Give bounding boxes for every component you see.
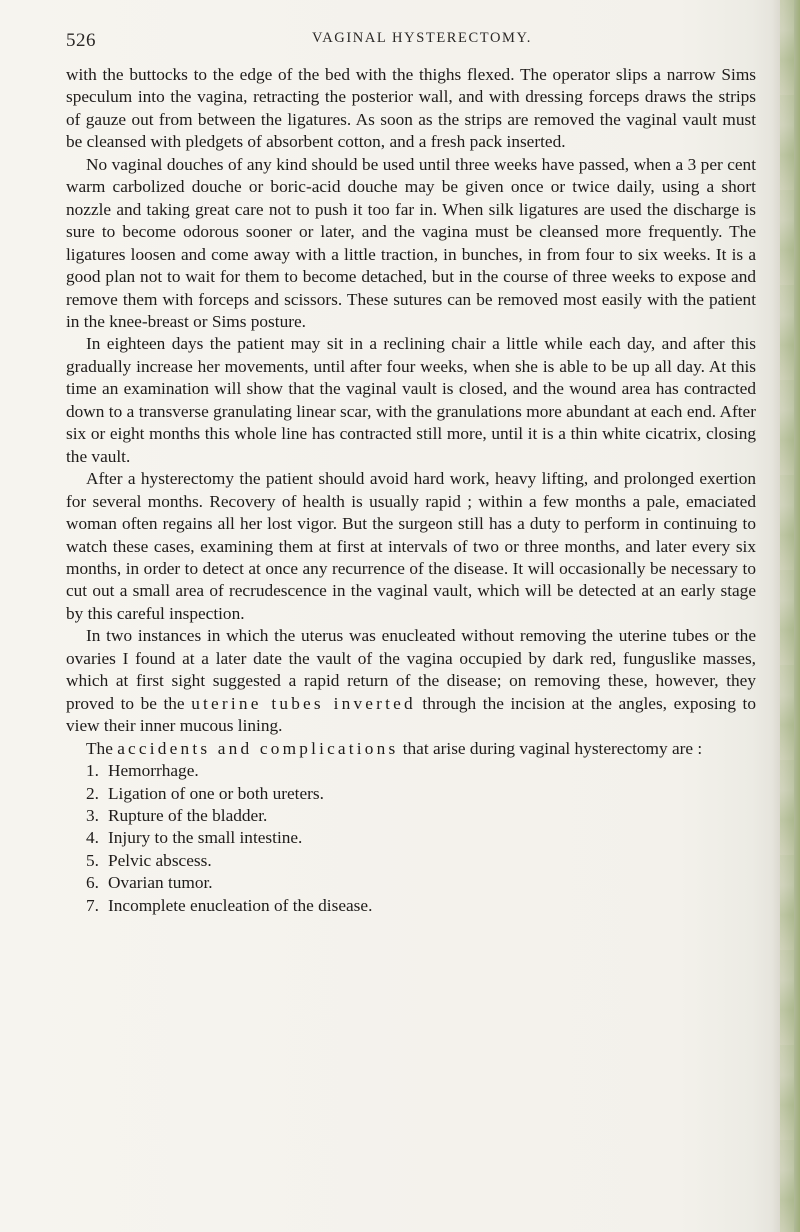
list-text: Rupture of the bladder.	[108, 805, 268, 825]
list-item	[66, 850, 756, 872]
list-number: 1.	[86, 761, 99, 781]
list-item	[66, 895, 756, 917]
list-number: 4.	[86, 828, 99, 848]
paragraph: In eighteen days the patient may sit in a reclining chair a little while each day, and after this gradually increase her movements, until after four weeks, when she is able to be up all day. At this time an examination will show that the vaginal vault is closed, and the wound area has contracted down to a transverse granulating linear scar, with the granulations more abundant at each end. After six or eight months this whole line has contracted still more, until it is a thin white cicatrix, closing the vault.	[66, 334, 756, 466]
list-number: 6.	[86, 873, 99, 893]
list-text: Ovarian tumor.	[108, 873, 213, 893]
list-number: 7.	[86, 895, 99, 915]
list-item	[66, 783, 756, 805]
body-text	[66, 64, 756, 917]
page-number: 526	[66, 30, 96, 51]
list-number: 5.	[86, 850, 99, 870]
paragraph-text: through the incision at the angles, exposing to view their inner mucous lining.	[66, 693, 756, 736]
paragraph	[66, 625, 756, 737]
complications-list	[66, 760, 756, 917]
running-head: VAGINAL HYSTERECTOMY.	[312, 30, 532, 46]
paragraph-text: In two instances in which the uterus was enucleated without removing the uterine tubes or the ovaries I found at a later date the vault of the vagina occupied by dark red, funguslike masses, which at first sight suggested a rapid return of the disease; on removing these, however, they proved to be the	[66, 626, 756, 713]
list-text: Ligation of one or both ureters.	[108, 783, 324, 803]
page-edge-texture	[780, 0, 794, 1232]
list-item	[66, 872, 756, 894]
emphasis-text: accidents and complications	[117, 738, 399, 758]
list-item	[66, 760, 756, 782]
list-item	[66, 827, 756, 849]
list-text: Pelvic abscess.	[108, 850, 212, 870]
paragraph: with the buttocks to the edge of the bed with the thighs flexed. The operator slips a narrow Sims speculum into the vagina, retracting the posterior wall, and with dressing forceps draws the strips of gauze out from between the ligatures. As soon as the strips are removed the vaginal vault must be cleansed with pledgets of absorbent cotton, and a fresh pack inserted.	[66, 65, 756, 152]
page-header	[66, 22, 756, 51]
list-text: Injury to the small intestine.	[108, 828, 303, 848]
list-text: Incomplete enucleation of the disease.	[108, 895, 373, 915]
list-number: 3.	[86, 805, 99, 825]
emphasis-text: uterine tubes inverted	[191, 693, 416, 713]
paragraph	[66, 738, 756, 760]
paragraph: No vaginal douches of any kind should be used until three weeks have passed, when a 3 per cent warm carbolized douche or boric-acid douche may be given once or twice daily, using a short nozzle and taking great care not to push it too far in. When silk ligatures are used the discharge is sure to become odorous sooner or later, and the vagina must be cleansed more frequently. The ligatures loosen and come away with a little traction, in bunches, in from four to six weeks. It is a good plan not to wait for them to become detached, but in the course of three weeks to expose and remove them with forceps and scissors. These sutures can be removed most easily with the patient in the knee-breast or Sims posture.	[66, 154, 756, 331]
paragraph-text: The	[86, 738, 118, 758]
list-item	[66, 805, 756, 827]
paragraph-text: that arise during vaginal hysterectomy are :	[398, 738, 703, 758]
paragraph: After a hysterectomy the patient should avoid hard work, heavy lifting, and prolonged exertion for several months. Recovery of health is usually rapid ; within a few months a pale, emaciated woman often regains all her lost vigor. But the surgeon still has a duty to perform in continuing to watch these cases, examining them at first at intervals of two or three months, and later every six months, in order to detect at once any recurrence of the disease. It will occasionally be necessary to cut out a small area of recrudescence in the vaginal vault, which will be detected at an early stage by this careful inspection.	[66, 469, 756, 623]
list-number: 2.	[86, 783, 99, 803]
list-text: Hemorrhage.	[108, 761, 199, 781]
